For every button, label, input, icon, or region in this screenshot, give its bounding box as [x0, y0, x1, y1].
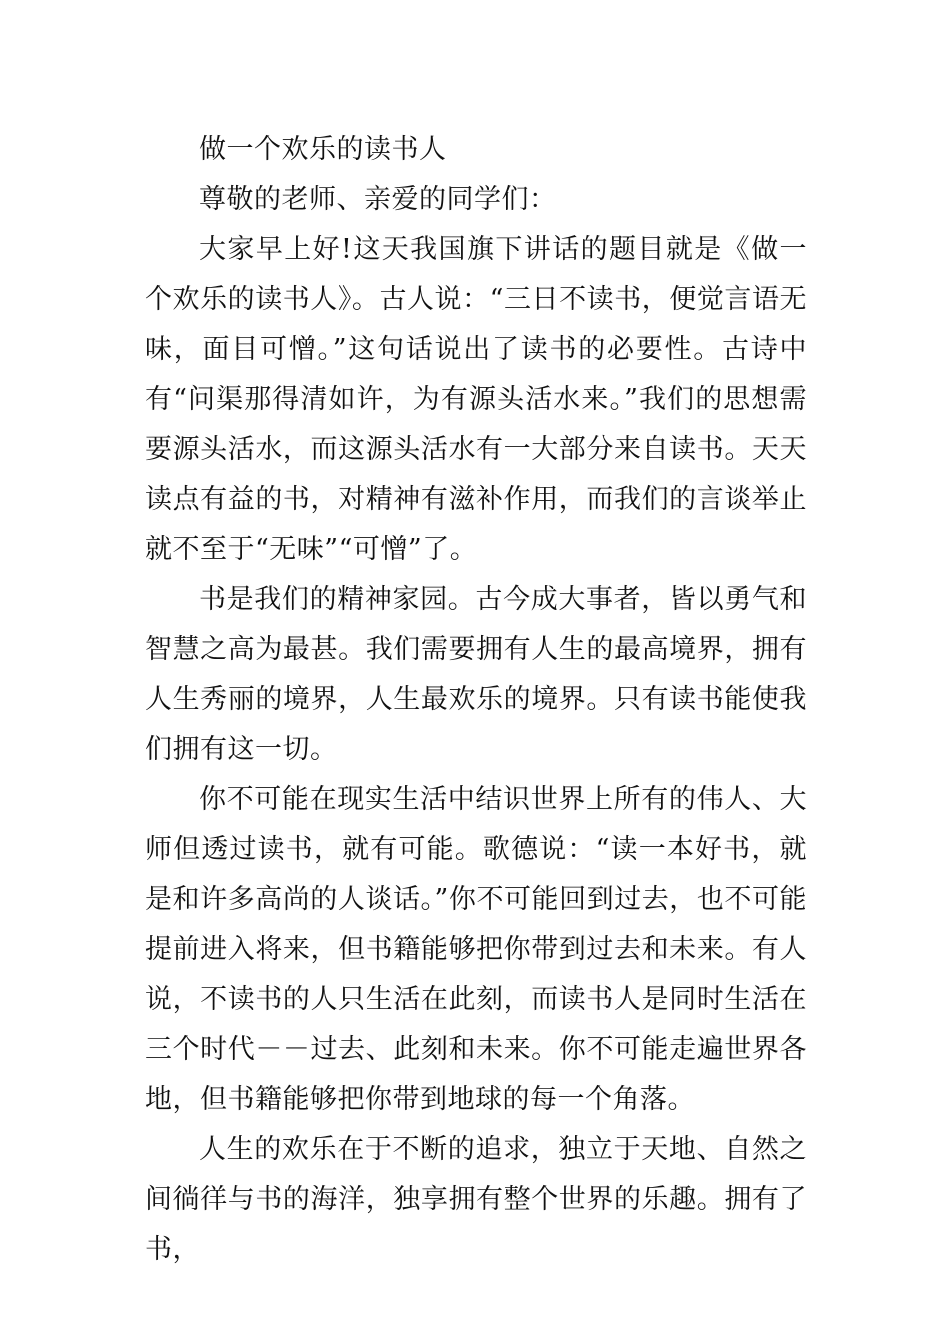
paragraph-3: 你不可能在现实生活中结识世界上所有的伟人、大师但透过读书，就有可能。歌德说：“读一本好书，就是和许多高尚的人谈话。”你不可能回到过去，也不可能提前进入将来，但书籍能够把你带到过去和未来。有人说，不读书的人只生活在此刻，而读书人是同时生活在三个时代－－过去、此刻和未来。你不可能走遍世界各地，但书籍能够把你带到地球的每一个角落。: [145, 784, 807, 1115]
document-body: [145, 125, 807, 1275]
paragraph-4: 人生的欢乐在于不断的追求，独立于天地、自然之间徜徉与书的海洋，独享拥有整个世界的乐趣。拥有了书，: [145, 1134, 807, 1265]
paragraph-1: 大家早上好!这天我国旗下讲话的题目就是《做一个欢乐的读书人》。古人说：“三日不读书，便觉言语无味，面目可憎。”这句话说出了读书的必要性。古诗中有“问渠那得清如许，为有源头活水来。”我们的思想需要源头活水，而这源头活水有一大部分来自读书。天天读点有益的书，对精神有滋补作用，而我们的言谈举止就不至于“无味”“可憎”了。: [145, 234, 807, 565]
document-title: 做一个欢乐的读书人: [199, 134, 447, 165]
paragraph-2: 书是我们的精神家园。古今成大事者，皆以勇气和智慧之高为最甚。我们需要拥有人生的最高境界，拥有人生秀丽的境界，人生最欢乐的境界。只有读书能使我们拥有这一切。: [145, 584, 807, 765]
salutation: 尊敬的老师、亲爱的同学们：: [199, 184, 557, 215]
